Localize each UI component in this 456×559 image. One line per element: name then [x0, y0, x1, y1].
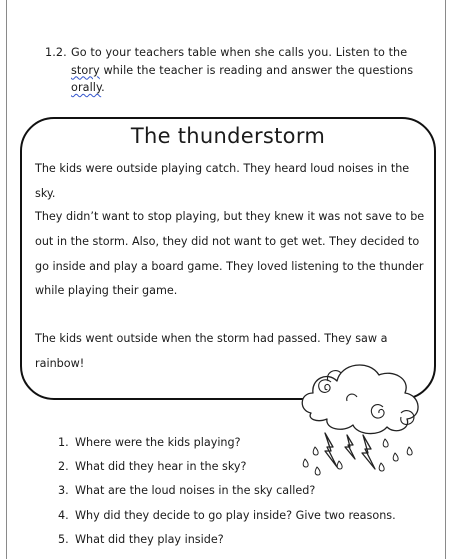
question-text: Why did they decide to go play inside? Give two reasons.	[75, 508, 396, 522]
instruction-text-part: while the teacher is reading and answer the questions	[103, 63, 414, 77]
question-number: 1.	[58, 436, 69, 449]
question-text: What are the loud noises in the sky called?	[75, 484, 316, 498]
spellcheck-word-orally: orally	[71, 81, 102, 94]
instruction-number: 1.2.	[45, 46, 67, 59]
question-number: 2.	[58, 460, 69, 474]
question-item	[58, 433, 396, 457]
instruction-text	[45, 44, 415, 97]
question-number: 5.	[58, 532, 69, 546]
story-title: The thunderstorm	[130, 124, 326, 148]
question-number: 4.	[58, 508, 69, 522]
story-paragraph: The kids went outside when the storm had passed. They saw a rainbow!	[35, 332, 388, 370]
instruction-text-end: .	[101, 81, 105, 94]
question-item	[58, 530, 396, 554]
story-paragraph: They didn’t want to stop playing, but they knew it was not save to be out in the storm. Also, they did not want to get wet. They decided to go inside and play a board game. They loved listening to the thunder while playing their game.	[35, 210, 425, 298]
question-item	[58, 481, 396, 505]
question-text: What did they hear in the sky?	[75, 460, 247, 474]
question-list	[58, 433, 396, 554]
story-paragraph: The kids were outside playing catch. They heard loud noises in the sky.	[35, 162, 410, 200]
question-item	[58, 457, 396, 481]
question-number: 3.	[58, 484, 69, 498]
spellcheck-word-story: story	[71, 63, 100, 77]
question-text: What did they play inside?	[75, 532, 224, 546]
question-item	[58, 506, 396, 530]
instruction	[45, 44, 415, 97]
question-text: Where were the kids playing?	[75, 436, 241, 449]
instruction-text-part: Go to your teachers table when she calls you. Listen to the	[71, 46, 408, 59]
